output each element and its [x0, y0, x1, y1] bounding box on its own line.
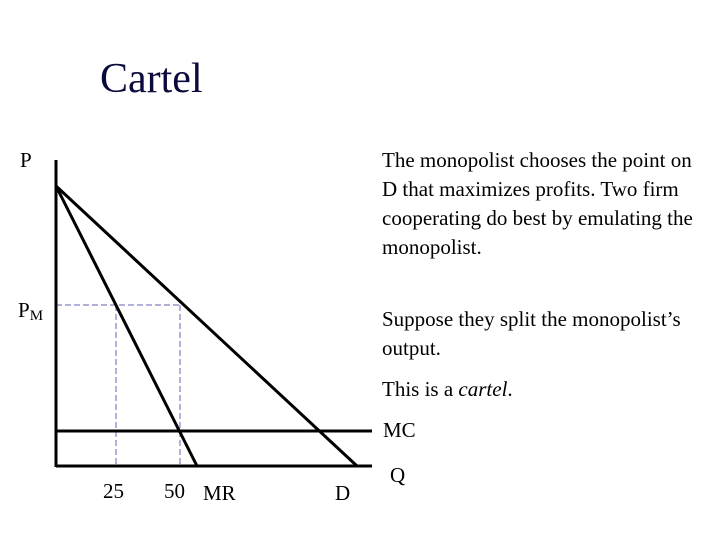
pm-label-main: P [18, 298, 30, 322]
note-paragraph-1: The monopolist chooses the point on D that maximizes profits. Two firm cooperating do best by emulating the monopolist. [382, 148, 693, 259]
note-paragraph-2: Suppose they split the monopolist’s output. [382, 307, 681, 360]
demand-line [56, 186, 357, 466]
mc-label: MC [383, 418, 416, 442]
mr-line [56, 186, 197, 466]
mr-label: MR [203, 481, 236, 505]
demand-label: D [335, 481, 351, 505]
y-axis-label: P [20, 148, 32, 172]
note-paragraph-3-suffix: . [507, 377, 513, 401]
cartel-emphasis: cartel [458, 377, 508, 401]
pm-label [18, 300, 43, 324]
pm-label-subscript: M [29, 308, 44, 324]
q-50-label: 50 [164, 479, 185, 503]
slide-title: Cartel [100, 56, 203, 102]
q-25-label: 25 [103, 479, 124, 503]
note-paragraph-3 [382, 375, 702, 404]
note-paragraph-3-prefix: This is a [382, 377, 459, 401]
q-axis-label: Q [390, 463, 406, 487]
